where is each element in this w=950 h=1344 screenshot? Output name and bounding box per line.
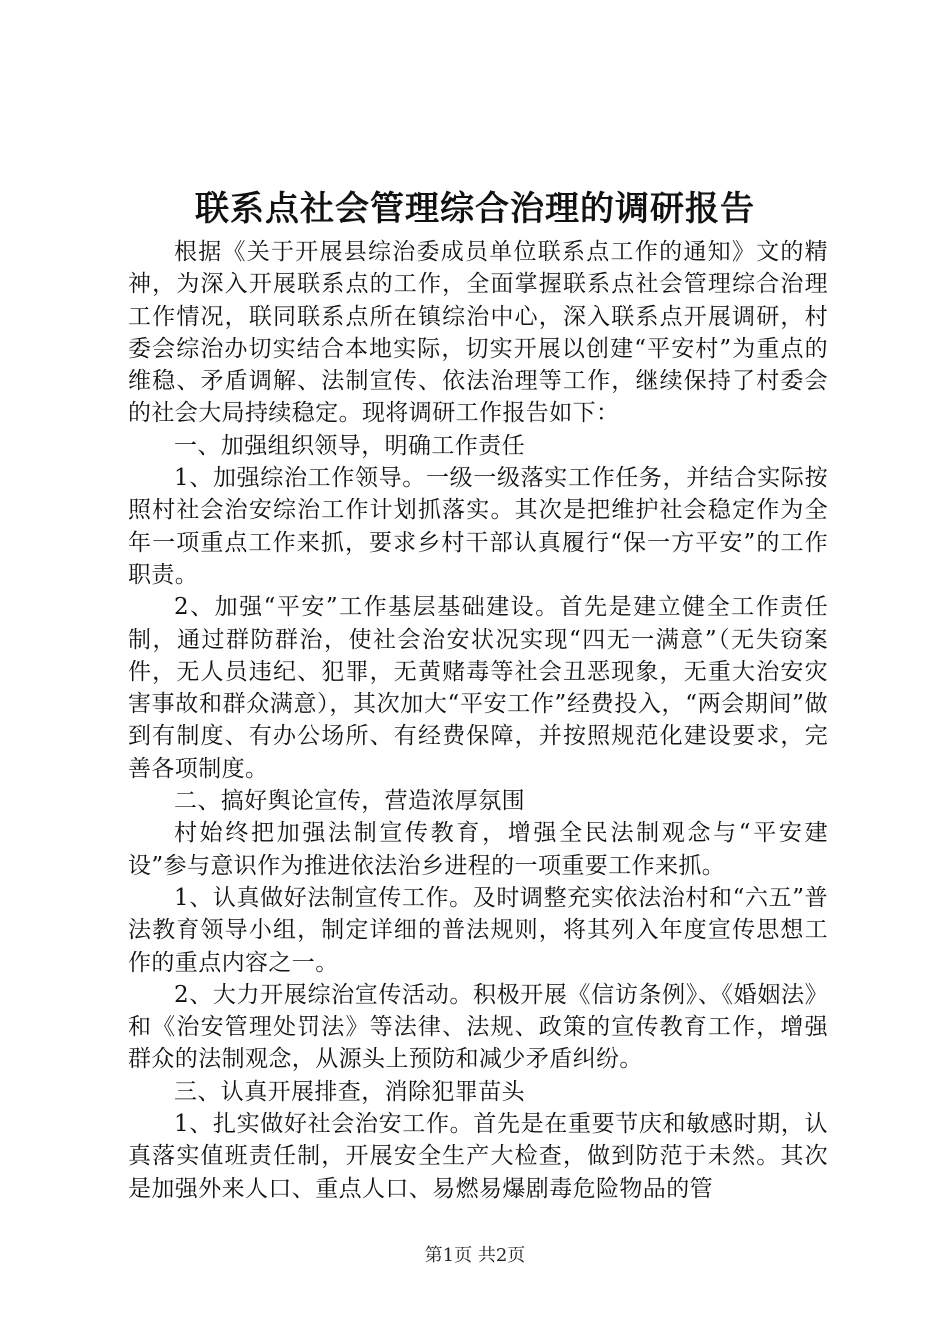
paragraph-1-2: 2、加强“平安”工作基层基础建设。首先是建立健全工作责任制，通过群防群治，使社会治安状况实现“四无一满意”（无失窃案件，无人员违纪、犯罪，无黄赌毒等社会丑恶现象，无重大治安灾害事故和群众满意），其次加大“平安工作”经费投入，“两会期间”做到有制度、有办公场所、有经费保障，并按照规范化建设要求，完善各项制度。 (128, 594, 828, 782)
section-heading-2: 二、搞好舆论宣传，营造浓厚氛围 (174, 788, 525, 815)
paragraph-1-1: 1、加强综治工作领导。一级一级落实工作任务，并结合实际按照村社会治安综治工作计划抓落实。其次是把维护社会稳定作为全年一项重点工作来抓，要求乡村干部认真履行“保一方平安”的工作职责。 (128, 465, 828, 588)
section-heading-1: 一、加强组织领导，明确工作责任 (174, 432, 525, 459)
paragraph-2-intro: 村始终把加强法制宣传教育，增强全民法制观念与“平安建设”参与意识作为推进依法治乡进程的一项重要工作来抓。 (128, 820, 828, 879)
paragraph-3-1: 1、扎实做好社会治安工作。首先是在重要节庆和敏感时期，认真落实值班责任制，开展安全生产大检查，做到防范于未然。其次是加强外来人口、重点人口、易燃易爆剧毒危险物品的管 (128, 1111, 828, 1202)
paragraph-2-1: 1、认真做好法制宣传工作。及时调整充实依法治村和“六五”普法教育领导小组，制定详细的普法规则，将其列入年度宣传思想工作的重点内容之一。 (128, 884, 828, 976)
paragraph-2-2: 2、大力开展综治宣传活动。积极开展《信访条例》、《婚姻法》和《治安管理处罚法》等法律、法规、政策的宣传教育工作，增强群众的法制观念，从源头上预防和减少矛盾纠纷。 (128, 981, 828, 1073)
section-heading-3: 三、认真开展排查，消除犯罪苗头 (174, 1078, 525, 1105)
document-body (128, 236, 828, 1205)
paragraph-intro: 根据《关于开展县综治委成员单位联系点工作的通知》文的精神，为深入开展联系点的工作，全面掌握联系点社会管理综合治理工作情况，联同联系点所在镇综治中心，深入联系点开展调研，村委会综治办切实结合本地实际，切实开展以创建“平安村”为重点的维稳、矛盾调解、法制宣传、依法治理等工作，继续保持了村委会的社会大局持续稳定。现将调研工作报告如下： (128, 239, 828, 427)
document-title: 联系点社会管理综合治理的调研报告 (195, 189, 755, 229)
page-footer: 第1页 共2页 (424, 1245, 526, 1266)
